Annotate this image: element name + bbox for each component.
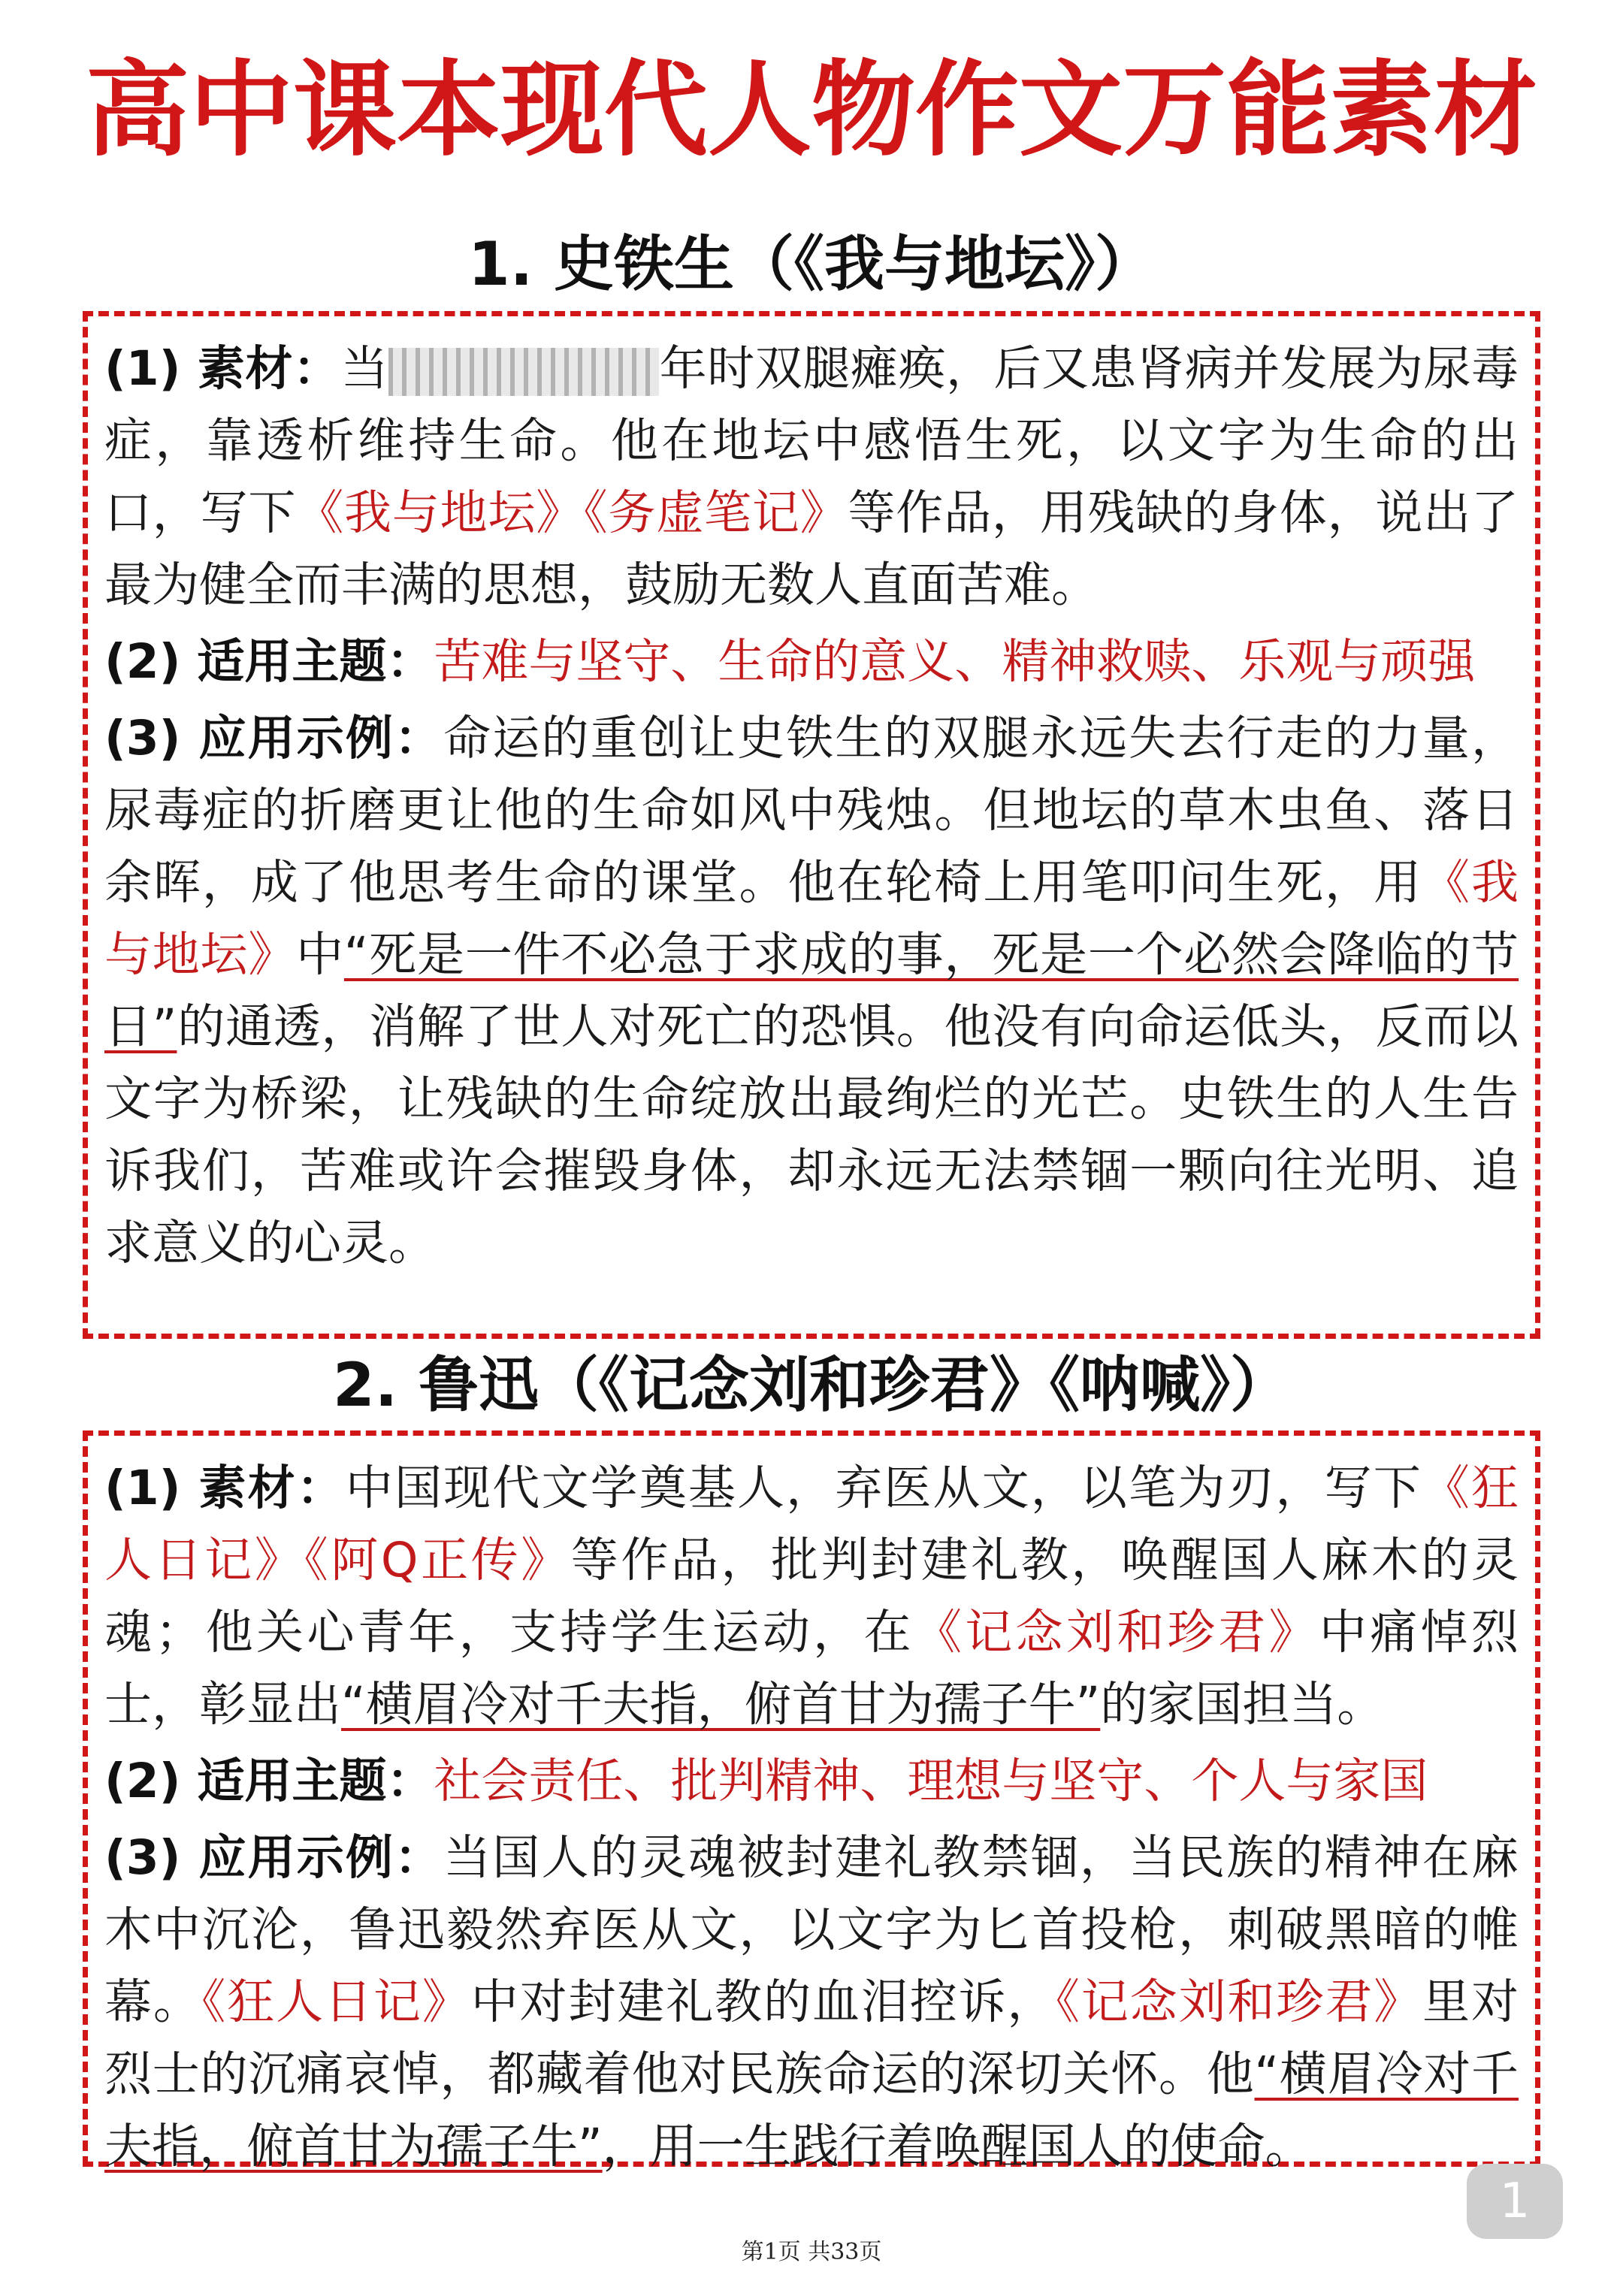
section-box-2 [83, 1430, 1540, 2174]
section-heading-1: 1. 史铁生（《我与地坛》） [468, 229, 1155, 299]
underlined-quote: “横眉冷对千夫指，俯首甘为孺子牛” [341, 1677, 1101, 1732]
example-paragraph-1 [104, 702, 1519, 1279]
page-title: 高中课本现代人物作文万能素材 [85, 50, 1537, 171]
themes-text: 苦难与坚守、生命的意义、精神救赎、乐观与顽强 [434, 634, 1476, 689]
example-text: 命运的重创让史铁生的双腿永远失去行走的力量，尿毒症的折磨更让他的生命如风中残烛。但地坛的草木虫鱼、落日余晖，成了他思考生命的课堂。他在轮椅上用笔叩问生死，用 [104, 711, 1519, 910]
works-title: 《狂人日记》 [201, 1974, 471, 2029]
example-label: (3) 应用示例： [104, 711, 444, 766]
example-label: (3) 应用示例： [104, 1830, 444, 1885]
works-title: 《记念刘和珍君》 [1056, 1974, 1423, 2029]
material-paragraph-2 [104, 1452, 1519, 1741]
material-label: (1) 素材： [104, 1461, 346, 1515]
works-title: 《狂人日记》《阿Q正传》 [104, 1461, 1519, 1588]
material-paragraph-1 [104, 333, 1519, 621]
example-text: 中对封建礼教的血泪控诉， [470, 1974, 1056, 2029]
works-title: 《我与地坛》 [104, 855, 1519, 982]
material-text: 中国现代文学奠基人，弃医从文，以笔为刃，写下 [345, 1461, 1422, 1515]
material-label: (1) 素材： [104, 341, 341, 396]
redaction-block [388, 348, 659, 396]
section-heading-2: 2. 鲁迅（《记念刘和珍君》《呐喊》） [333, 1350, 1290, 1420]
example-text: 中 [296, 927, 344, 982]
themes-paragraph-2 [104, 1745, 1519, 1817]
material-text: 的家国担当。 [1100, 1677, 1385, 1732]
works-title: 《我与地坛》《务虚笔记》 [296, 485, 848, 540]
works-title: 《记念刘和珍君》 [914, 1605, 1319, 1660]
underlined-quote: “横眉冷对千夫指，俯首甘为孺子牛” [104, 2047, 1519, 2174]
material-text: 当 [340, 341, 389, 396]
themes-text: 社会责任、批判精神、理想与坚守、个人与家国 [434, 1754, 1428, 1808]
material-text: 等作品，批判封建礼教，唤醒国人麻木的灵魂；他关心青年，支持学生运动，在 [104, 1533, 1519, 1660]
page-footer: 第1页 共33页 [741, 2239, 882, 2265]
themes-label: (2) 适用主题： [104, 1754, 434, 1808]
example-text: ，用一生践行着唤醒国人的使命。 [602, 2119, 1313, 2174]
example-text: 里对烈士的沉痛哀悼，都藏着他对民族命运的深切关怀。他 [104, 1974, 1519, 2101]
material-text: 中痛悼烈士，彰显出 [104, 1605, 1519, 1732]
section-box-1 [83, 311, 1540, 1339]
material-text: 等作品，用残缺的身体，说出了最为健全而丰满的思想，鼓励无数人直面苦难。 [104, 485, 1519, 612]
example-paragraph-2 [104, 1822, 1519, 2183]
example-text: 的通透，消解了世人对死亡的恐惧。他没有向命运低头，反而以文字为桥梁，让残缺的生命绽放出最绚烂的光芒。史铁生的人生告诉我们，苦难或许会摧毁身体，却永远无法禁锢一颗向往光明、追求意义的心灵。 [104, 999, 1519, 1270]
page-number-badge: 1 [1467, 2164, 1563, 2239]
underlined-quote: “死是一件不必急于求成的事，死是一个必然会降临的节日” [104, 927, 1519, 1054]
material-text: 年时双腿瘫痪，后又患肾病并发展为尿毒症，靠透析维持生命。他在地坛中感悟生死，以文字为生命的出口，写下 [104, 341, 1519, 540]
themes-paragraph-1 [104, 626, 1519, 698]
themes-label: (2) 适用主题： [104, 634, 434, 689]
example-text: 当国人的灵魂被封建礼教禁锢，当民族的精神在麻木中沉沦，鲁迅毅然弃医从文，以文字为匕首投枪，刺破黑暗的帷幕。 [104, 1830, 1519, 2029]
